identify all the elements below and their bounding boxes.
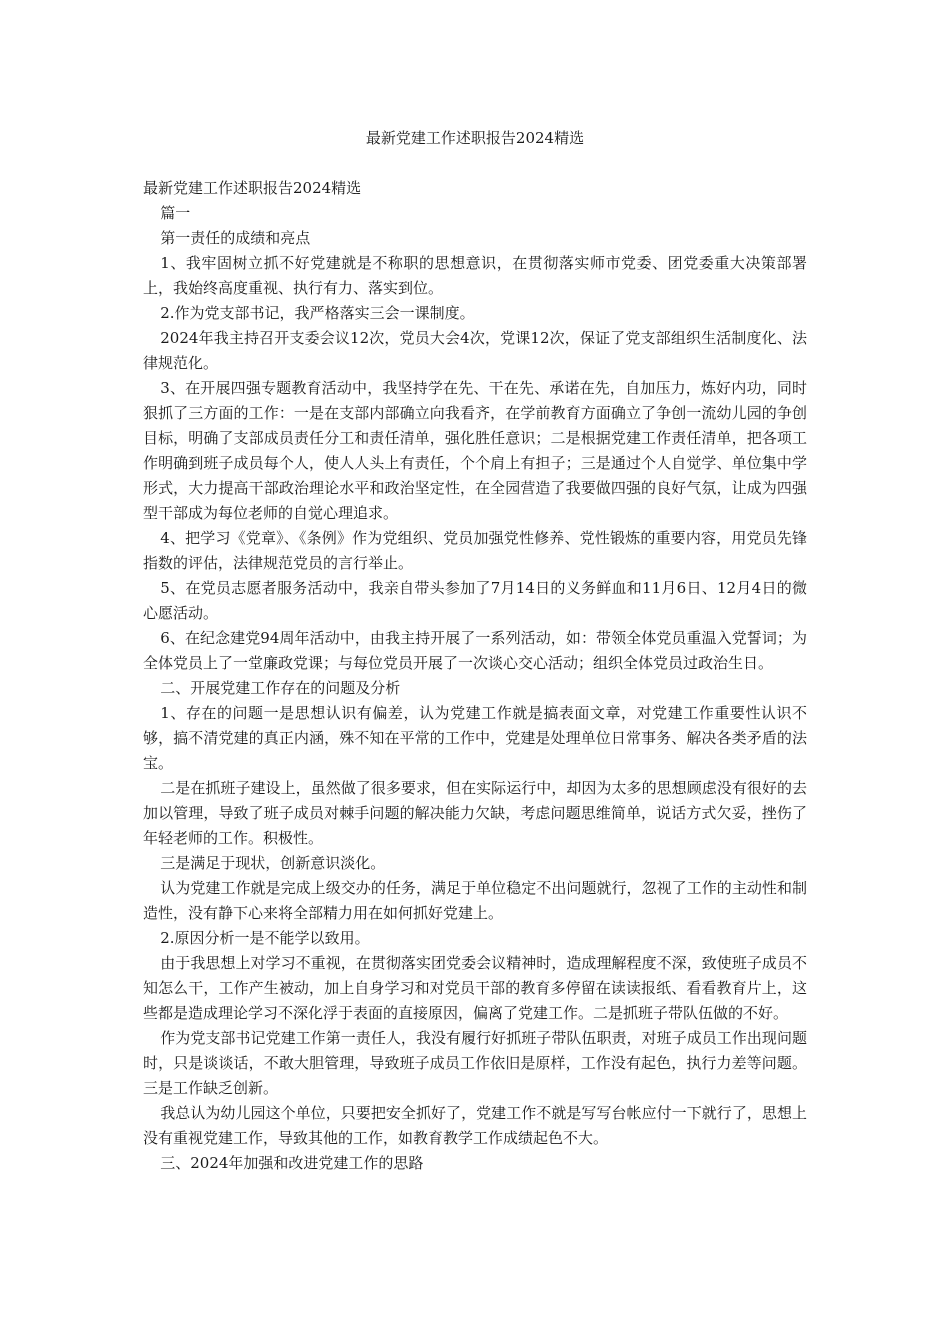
paragraph: 2.原因分析一是不能学以致用。 <box>160 929 370 947</box>
paragraph: 二是在抓班子建设上，虽然做了很多要求，但在实际运行中，却因为太多的思想顾虑没有很好的去加以管理，导致了班子成员对棘手问题的解决能力欠缺，考虑问题思维简单，说话方式欠妥，挫伤了年轻老师的工作。积极性。 <box>143 779 807 847</box>
document-title: 最新党建工作述职报告2024精选 <box>365 129 585 147</box>
document-body <box>143 176 807 1176</box>
paragraph: 三是满足于现状，创新意识淡化。 <box>160 854 386 872</box>
paragraph: 6、在纪念建党94周年活动中，由我主持开展了一系列活动，如：带领全体党员重温入党誓词；为全体党员上了一堂廉政党课；与每位党员开展了一次谈心交心活动；组织全体党员过政治生日。 <box>143 629 807 672</box>
paragraph: 1、我牢固树立抓不好党建就是不称职的思想意识，在贯彻落实师市党委、团党委重大决策部署上，我始终高度重视、执行有力、落实到位。 <box>143 254 807 297</box>
paragraph: 由于我思想上对学习不重视，在贯彻落实团党委会议精神时，造成理解程度不深，致使班子成员不知怎么干，工作产生被动，加上自身学习和对党员干部的教育多停留在读读报纸、看看教育片上，这些都是造成理论学习不深化浮于表面的直接原因，偏离了党建工作。二是抓班子带队伍做的不好。 <box>143 954 807 1022</box>
paragraph: 2024年我主持召开支委会议12次，党员大会4次，党课12次，保证了党支部组织生活制度化、法律规范化。 <box>143 329 807 372</box>
section-heading: 第一责任的成绩和亮点 <box>160 229 311 247</box>
paragraph: 4、把学习《党章》、《条例》作为党组织、党员加强党性修养、党性锻炼的重要内容，用党员先锋指数的评估，法律规范党员的言行举止。 <box>143 529 807 572</box>
paragraph: 作为党支部书记党建工作第一责任人，我没有履行好抓班子带队伍职责，对班子成员工作出现问题时，只是谈谈话，不敢大胆管理，导致班子成员工作依旧是原样，工作没有起色，执行力差等问题。三是工作缺乏创新。 <box>143 1029 807 1097</box>
section-heading: 二、开展党建工作存在的问题及分析 <box>160 679 401 697</box>
section-heading: 三、2024年加强和改进党建工作的思路 <box>160 1154 424 1172</box>
body-heading: 最新党建工作述职报告2024精选 <box>143 179 362 197</box>
paragraph: 1、存在的问题一是思想认识有偏差，认为党建工作就是搞表面文章，对党建工作重要性认识不够，搞不清党建的真正内涵，殊不知在平常的工作中，党建是处理单位日常事务、解决各类矛盾的法宝。 <box>143 704 807 772</box>
paragraph: 3、在开展四强专题教育活动中，我坚持学在先、干在先、承诺在先，自加压力，炼好内功，同时狠抓了三方面的工作：一是在支部内部确立向我看齐，在学前教育方面确立了争创一流幼儿园的争创目标，明确了支部成员责任分工和责任清单，强化胜任意识；二是根据党建工作责任清单，把各项工作明确到班子成员每个人，使人人头上有责任，个个肩上有担子；三是通过个人自觉学、单位集中学形式，大力提高干部政治理论水平和政治坚定性，在全园营造了我要做四强的良好气氛，让成为四强型干部成为每位老师的自觉心理追求。 <box>143 379 807 522</box>
paragraph: 认为党建工作就是完成上级交办的任务，满足于单位稳定不出问题就行，忽视了工作的主动性和制造性，没有静下心来将全部精力用在如何抓好党建上。 <box>143 879 807 922</box>
paragraph: 5、在党员志愿者服务活动中，我亲自带头参加了7月14日的义务鲜血和11月6日、12月4日的微心愿活动。 <box>143 579 807 622</box>
section-label: 篇一 <box>160 204 191 222</box>
paragraph: 我总认为幼儿园这个单位，只要把安全抓好了，党建工作不就是写写台帐应付一下就行了，思想上没有重视党建工作，导致其他的工作，如教育教学工作成绩起色不大。 <box>143 1104 807 1147</box>
paragraph: 2.作为党支部书记，我严格落实三会一课制度。 <box>160 304 475 322</box>
